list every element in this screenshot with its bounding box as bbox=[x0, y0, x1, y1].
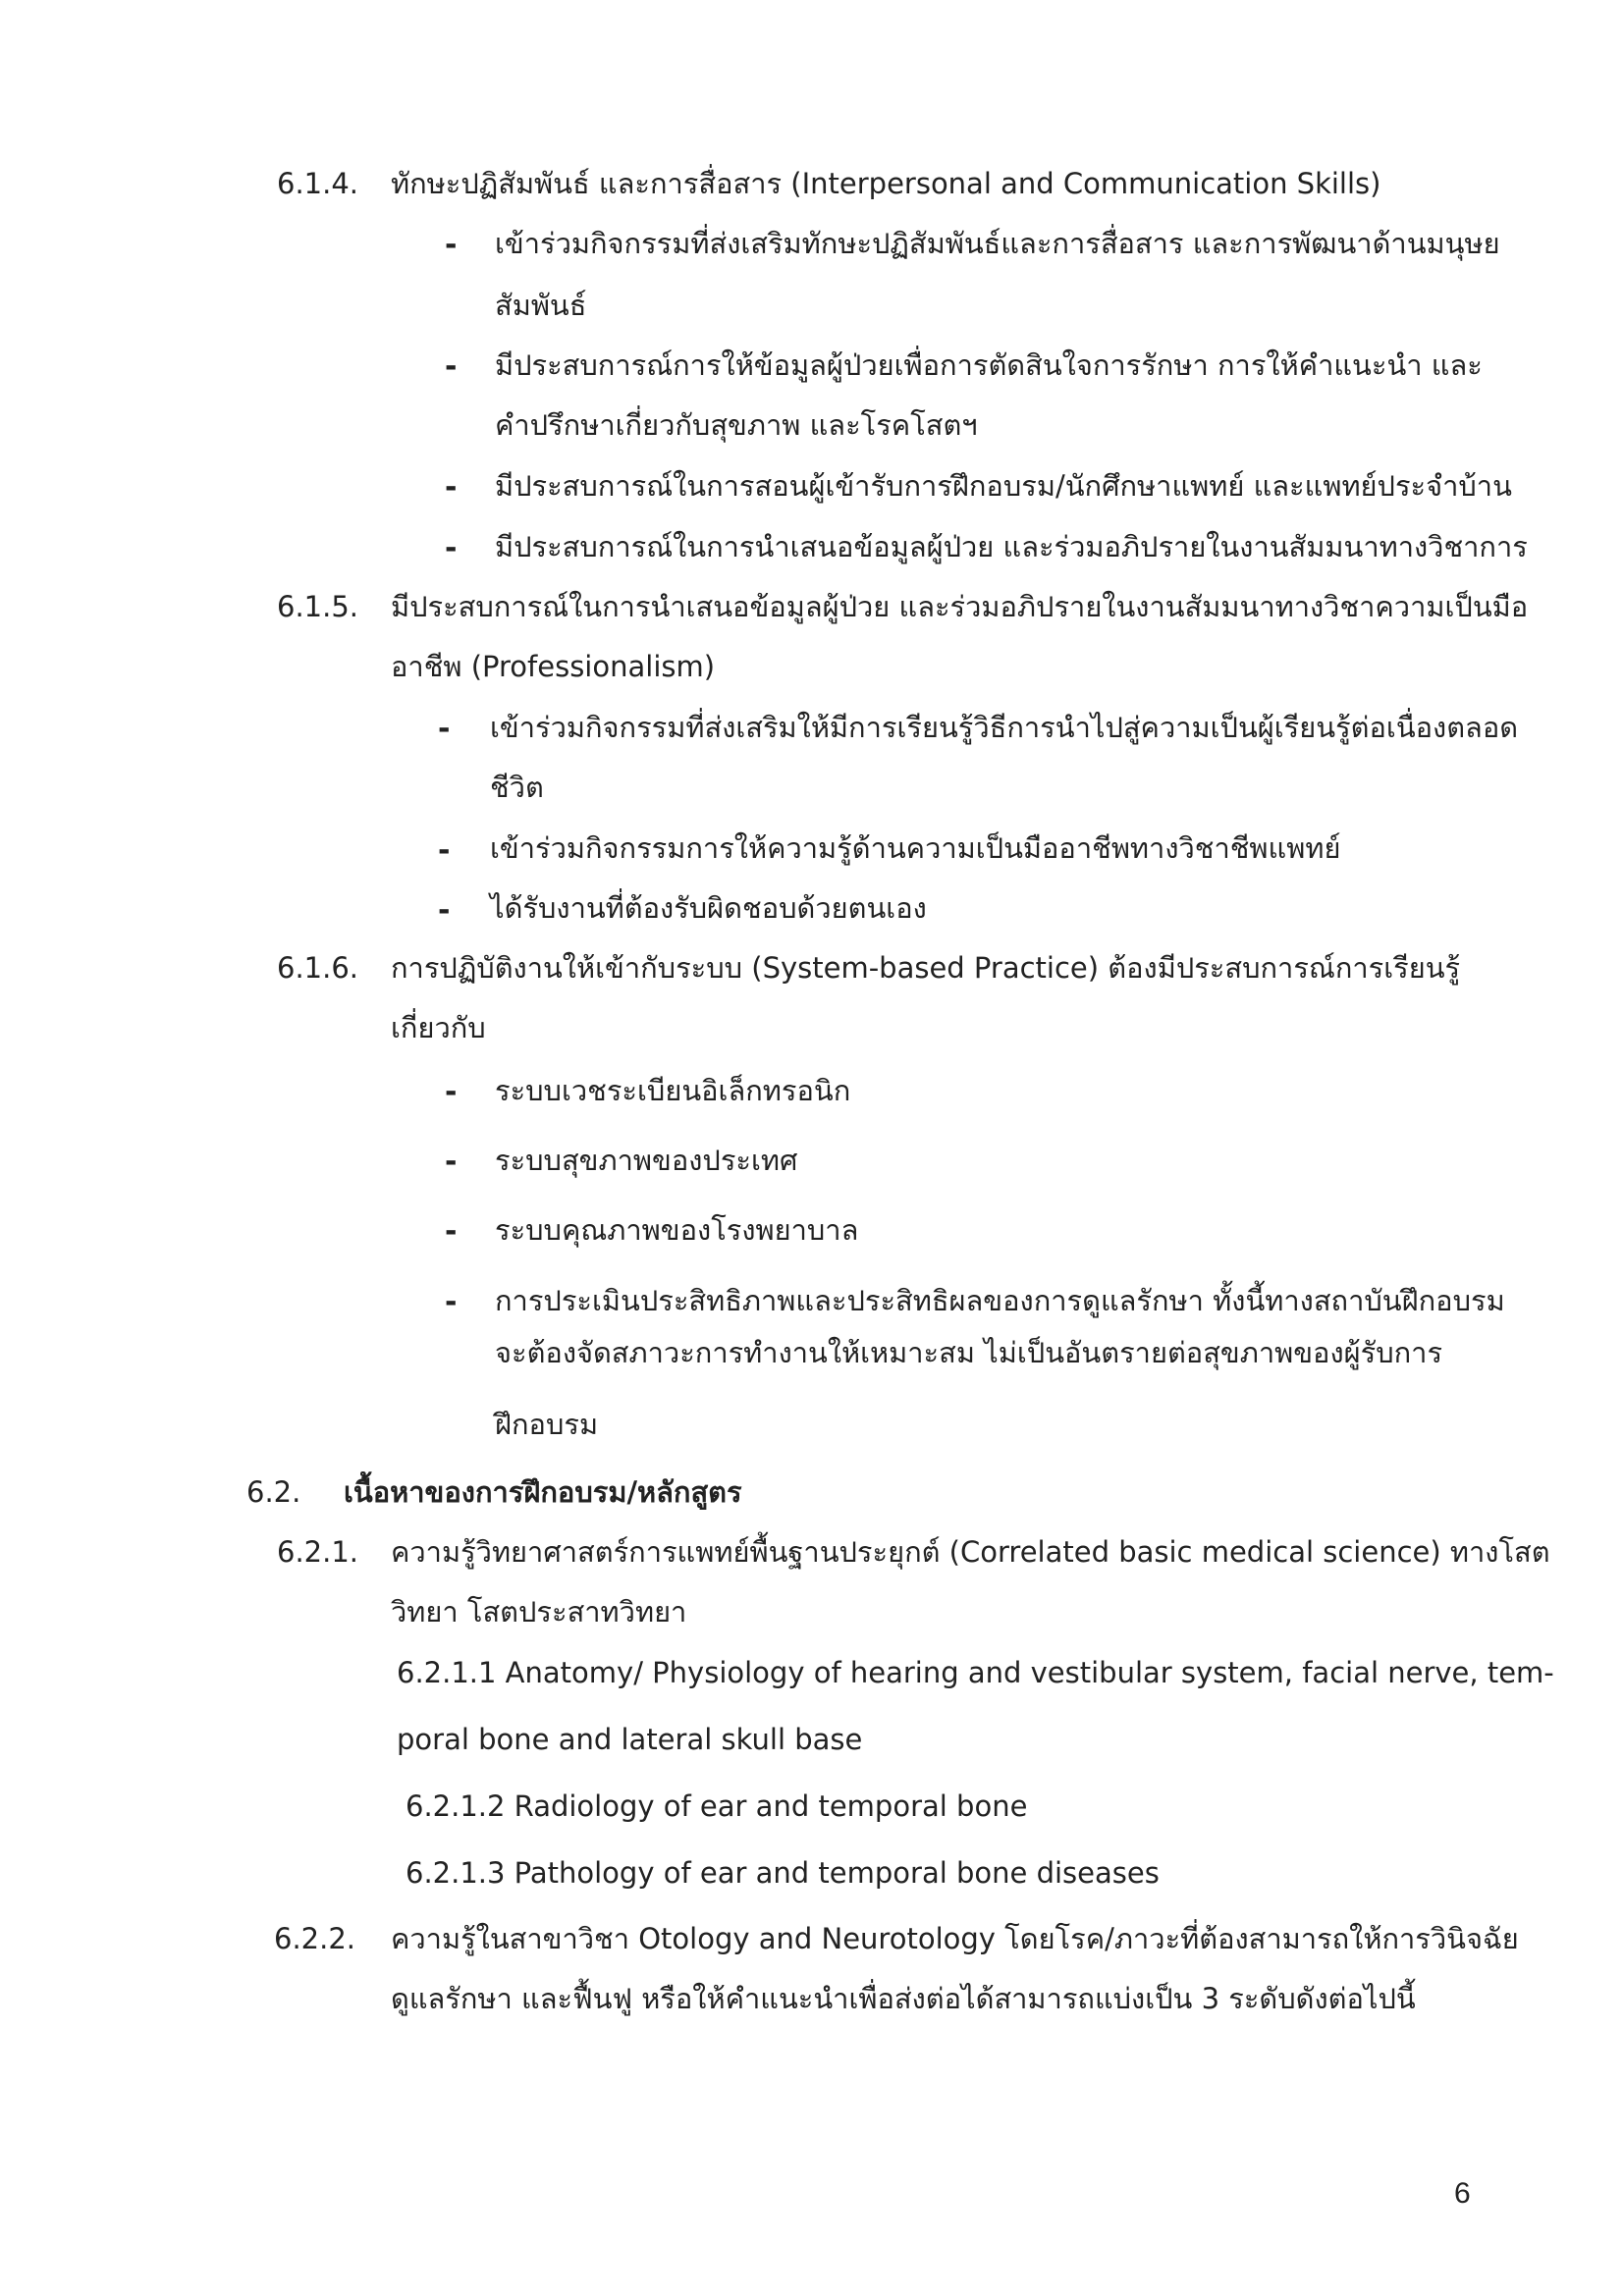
bullet-text: เข้าร่วมกิจกรรมการให้ความรู้ด้านความเป็นมืออาชีพทางวิชาชีพแพทย์ bbox=[490, 831, 1341, 865]
subitem-text: 6.2.1.2 Radiology of ear and temporal bone bbox=[406, 1789, 1028, 1823]
section-heading: การปฏิบัติงานให้เข้ากับระบบ (System-based Practice) ต้องมีประสบการณ์การเรียนรู้ bbox=[391, 951, 1461, 985]
bullet-dash: - bbox=[438, 833, 451, 868]
section-number: 6.2.2. bbox=[274, 1922, 356, 1955]
subitem-text-continued: poral bone and lateral skull base bbox=[397, 1723, 863, 1756]
bullet-text: ระบบคุณภาพของโรงพยาบาล bbox=[495, 1213, 859, 1247]
bullet-dash: - bbox=[438, 712, 451, 746]
bullet-dash: - bbox=[445, 1145, 458, 1179]
bullet-text: การประเมินประสิทธิภาพและประสิทธิผลของการดูแลรักษา ทั้งนี้ทางสถาบันฝึกอบรม bbox=[495, 1284, 1505, 1317]
page-number: 6 bbox=[1454, 2177, 1471, 2210]
bullet-text: มีประสบการณ์ในการนำเสนอข้อมูลผู้ป่วย และร่วมอภิปรายในงานสัมมนาทางวิชาการ bbox=[495, 530, 1528, 563]
bullet-dash: - bbox=[445, 531, 458, 565]
subitem-text: 6.2.1.3 Pathology of ear and temporal bone diseases bbox=[406, 1856, 1160, 1890]
bullet-text: เข้าร่วมกิจกรรมที่ส่งเสริมให้มีการเรียนรู้วิธีการนำไปสู่ความเป็นผู้เรียนรู้ต่อเนื่องตลอด bbox=[490, 711, 1519, 744]
section-heading-bold: เนื้อหาของการฝึกอบรม/หลักสูตร bbox=[344, 1475, 742, 1509]
bullet-dash: - bbox=[445, 349, 458, 384]
bullet-dash: - bbox=[445, 1075, 458, 1109]
bullet-text-continued: สัมพันธ์ bbox=[495, 289, 587, 322]
bullet-text: มีประสบการณ์การให้ข้อมูลผู้ป่วยเพื่อการตัดสินใจการรักษา การให้คำแนะนำ และ bbox=[495, 348, 1483, 382]
bullet-dash: - bbox=[445, 1285, 458, 1319]
bullet-dash: - bbox=[445, 470, 458, 505]
bullet-text: มีประสบการณ์ในการสอนผู้เข้ารับการฝึกอบรม/นักศึกษาแพทย์ และแพทย์ประจำบ้าน bbox=[495, 469, 1512, 503]
section-heading: มีประสบการณ์ในการนำเสนอข้อมูลผู้ป่วย และร่วมอภิปรายในงานสัมมนาทางวิชาความเป็นมือ bbox=[391, 590, 1529, 623]
bullet-text-continued: จะต้องจัดสภาวะการทำงานให้เหมาะสม ไม่เป็นอันตรายต่อสุขภาพของผู้รับการ bbox=[495, 1336, 1443, 1369]
section-number: 6.2.1. bbox=[277, 1535, 359, 1569]
section-number: 6.1.5. bbox=[277, 590, 359, 623]
bullet-dash: - bbox=[438, 893, 451, 928]
bullet-text: ได้รับงานที่ต้องรับผิดชอบด้วยตนเอง bbox=[490, 891, 927, 925]
section-number: 6.1.4. bbox=[277, 167, 359, 200]
section-heading-continued: อาชีพ (Professionalism) bbox=[391, 650, 716, 683]
bullet-text-continued: ฝึกอบรม bbox=[495, 1408, 599, 1441]
bullet-text: เข้าร่วมกิจกรรมที่ส่งเสริมทักษะปฏิสัมพันธ์และการสื่อสาร และการพัฒนาด้านมนุษย bbox=[495, 227, 1500, 260]
bullet-text: ระบบสุขภาพของประเทศ bbox=[495, 1144, 798, 1177]
section-heading: ทักษะปฏิสัมพันธ์ และการสื่อสาร (Interpersonal and Communication Skills) bbox=[391, 167, 1381, 200]
bullet-text-continued: คำปรึกษาเกี่ยวกับสุขภาพ และโรคโสตฯ bbox=[495, 408, 978, 442]
subitem-text: 6.2.1.1 Anatomy/ Physiology of hearing and vestibular system, facial nerve, tem- bbox=[397, 1656, 1554, 1689]
section-heading-continued: เกี่ยวกับ bbox=[391, 1011, 486, 1044]
section-heading-continued: วิทยา โสตประสาทวิทยา bbox=[391, 1595, 687, 1629]
bullet-dash: - bbox=[445, 1214, 458, 1249]
bullet-dash: - bbox=[445, 228, 458, 262]
section-number: 6.2. bbox=[246, 1475, 301, 1509]
section-heading-continued: ดูแลรักษา และฟื้นฟู หรือให้คำแนะนำเพื่อส่งต่อได้สามารถแบ่งเป็น 3 ระดับดังต่อไปนี้ bbox=[391, 1982, 1416, 2015]
bullet-text: ระบบเวชระเบียนอิเล็กทรอนิก bbox=[495, 1074, 851, 1107]
section-heading: ความรู้วิทยาศาสตร์การแพทย์พื้นฐานประยุกต์ (Correlated basic medical science) ทางโสต bbox=[391, 1535, 1550, 1569]
bullet-text-continued: ชีวิต bbox=[490, 771, 544, 804]
section-number: 6.1.6. bbox=[277, 951, 359, 985]
section-heading: ความรู้ในสาขาวิชา Otology and Neurotology โดยโรค/ภาวะที่ต้องสามารถให้การวินิจฉัย bbox=[391, 1922, 1519, 1955]
